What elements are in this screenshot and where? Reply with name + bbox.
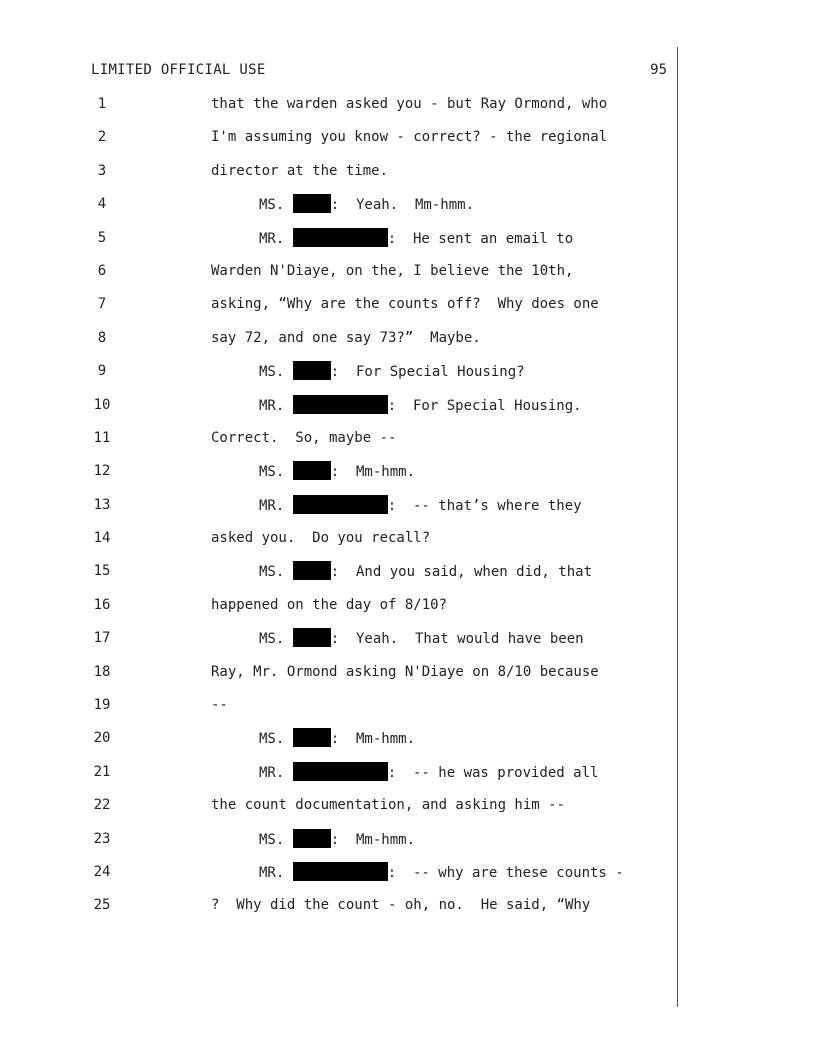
speaker-text: : Mm-hmm. — [330, 831, 416, 848]
transcript-line — [0, 127, 816, 160]
transcript-line — [0, 361, 816, 394]
speaker-title: MS. — [259, 364, 293, 381]
continuation-text: Correct. So, maybe -- — [211, 429, 397, 446]
line-text — [259, 361, 525, 382]
transcript-line — [0, 328, 816, 361]
speaker-text: : Yeah. That would have been — [330, 631, 584, 648]
line-text — [259, 728, 415, 749]
continuation-text: asked you. Do you recall? — [211, 530, 431, 547]
line-text — [211, 695, 228, 715]
speaker-text: : -- why are these counts - — [387, 864, 624, 881]
line-number: 8 — [97, 329, 107, 346]
line-text — [211, 94, 607, 114]
line-number: 9 — [97, 363, 107, 380]
line-text — [259, 194, 474, 215]
line-text — [211, 662, 599, 682]
redaction-box — [293, 862, 388, 881]
redaction-box — [293, 228, 388, 247]
line-text — [211, 428, 396, 448]
speaker-title: MR. — [259, 497, 293, 514]
speaker-title: MR. — [259, 864, 293, 881]
transcript-line — [0, 895, 816, 928]
line-number: 25 — [93, 897, 111, 914]
transcript-line — [0, 728, 816, 761]
redaction-box — [293, 395, 388, 414]
line-number: 6 — [97, 262, 107, 279]
transcript-line — [0, 94, 816, 127]
transcript-line — [0, 762, 816, 795]
speaker-text: : -- he was provided all — [387, 764, 599, 781]
transcript-line — [0, 261, 816, 294]
speaker-text: : Mm-hmm. — [330, 731, 416, 748]
continuation-text: Ray, Mr. Ormond asking N'Diaye on 8/10 because — [211, 663, 599, 680]
redaction-box — [293, 829, 331, 848]
line-text — [211, 795, 565, 815]
line-number: 21 — [93, 763, 111, 780]
line-text — [259, 461, 415, 482]
line-number: 23 — [93, 830, 111, 847]
redaction-box — [293, 461, 331, 480]
line-number: 10 — [93, 396, 111, 413]
continuation-text: ? Why did the count - oh, no. He said, “Why — [211, 897, 591, 914]
transcript-line — [0, 461, 816, 494]
line-number: 2 — [97, 129, 107, 146]
speaker-title: MS. — [259, 197, 293, 214]
continuation-text: that the warden asked you - but Ray Ormond, who — [211, 96, 608, 112]
continuation-text: asking, “Why are the counts off? Why does one — [211, 296, 599, 313]
redaction-box — [293, 495, 388, 514]
speaker-text: : For Special Housing. — [387, 397, 582, 414]
line-text — [211, 595, 447, 615]
page-number: 95 — [650, 62, 667, 78]
redaction-box — [293, 561, 331, 580]
line-text — [211, 161, 388, 181]
transcript-line — [0, 561, 816, 594]
redaction-box — [293, 194, 331, 213]
continuation-text: Warden N'Diaye, on the, I believe the 10th, — [211, 262, 574, 279]
transcript-line — [0, 395, 816, 428]
transcript-line — [0, 595, 816, 628]
speaker-title: MS. — [259, 831, 293, 848]
transcript-line — [0, 194, 816, 227]
speaker-title: MS. — [259, 464, 293, 481]
line-number: 11 — [93, 429, 111, 446]
line-number: 5 — [97, 229, 107, 246]
speaker-text: : And you said, when did, that — [330, 564, 593, 581]
transcript-line — [0, 862, 816, 895]
line-text — [211, 328, 481, 348]
line-text — [211, 127, 607, 147]
line-number: 1 — [97, 96, 107, 112]
speaker-title: MS. — [259, 564, 293, 581]
line-number: 13 — [93, 496, 111, 513]
transcript-line — [0, 428, 816, 461]
continuation-text: I'm assuming you know - correct? - the regional — [211, 129, 608, 146]
transcript-line — [0, 228, 816, 261]
transcript-lines — [0, 94, 816, 929]
transcript-line — [0, 294, 816, 327]
line-text — [259, 495, 582, 516]
speaker-text: : For Special Housing? — [330, 364, 525, 381]
line-text — [211, 294, 599, 314]
transcript-line — [0, 795, 816, 828]
continuation-text: director at the time. — [211, 162, 389, 179]
transcript-line — [0, 662, 816, 695]
line-text — [211, 895, 590, 915]
transcript-line — [0, 161, 816, 194]
line-number: 14 — [93, 530, 111, 547]
transcript-line — [0, 695, 816, 728]
line-number: 22 — [93, 797, 111, 814]
continuation-text: -- — [211, 697, 228, 714]
classification-header: LIMITED OFFICIAL USE — [91, 62, 266, 78]
redaction-box — [293, 728, 331, 747]
speaker-text: : Mm-hmm. — [330, 464, 416, 481]
line-text — [259, 561, 592, 582]
line-number: 12 — [93, 463, 111, 480]
line-number: 20 — [93, 730, 111, 747]
line-number: 24 — [93, 863, 111, 880]
speaker-text: : -- that’s where they — [387, 497, 582, 514]
line-number: 18 — [93, 663, 111, 680]
line-number: 3 — [97, 162, 107, 179]
speaker-title: MS. — [259, 631, 293, 648]
transcript-line — [0, 495, 816, 528]
redaction-box — [293, 628, 331, 647]
line-number: 4 — [97, 196, 107, 213]
continuation-text: happened on the day of 8/10? — [211, 596, 448, 613]
line-number: 16 — [93, 596, 111, 613]
line-number: 7 — [97, 296, 107, 313]
line-number: 17 — [93, 630, 111, 647]
line-text — [259, 762, 598, 783]
speaker-title: MR. — [259, 397, 293, 414]
line-text — [259, 829, 415, 850]
speaker-text: : Yeah. Mm-hmm. — [330, 197, 475, 214]
line-number: 19 — [93, 697, 111, 714]
continuation-text: say 72, and one say 73?” Maybe. — [211, 329, 481, 346]
speaker-title: MR. — [259, 764, 293, 781]
redaction-box — [293, 762, 388, 781]
line-text — [259, 628, 584, 649]
line-text — [211, 528, 430, 548]
line-number: 15 — [93, 563, 111, 580]
continuation-text: the count documentation, and asking him -- — [211, 797, 566, 814]
line-text — [211, 261, 573, 281]
transcript-line — [0, 829, 816, 862]
speaker-title: MR. — [259, 230, 293, 247]
transcript-line — [0, 628, 816, 661]
line-text — [259, 862, 624, 883]
line-text — [259, 228, 573, 249]
redaction-box — [293, 361, 331, 380]
speaker-text: : He sent an email to — [387, 230, 574, 247]
line-text — [259, 395, 582, 416]
transcript-line — [0, 528, 816, 561]
speaker-title: MS. — [259, 731, 293, 748]
